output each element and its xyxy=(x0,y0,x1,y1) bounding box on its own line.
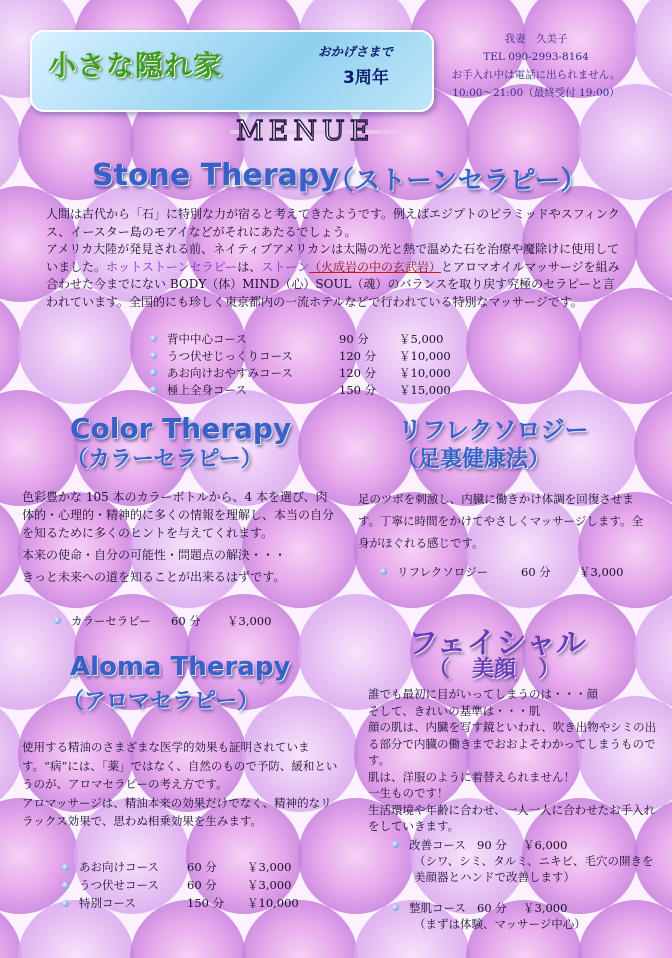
course-name: あお向けコース xyxy=(79,860,159,874)
aroma-heading-jp: （アロマセラピー） xyxy=(62,689,260,714)
course-time: 60 分 xyxy=(187,860,217,874)
list-item xyxy=(54,612,271,629)
course-note: （シワ、シミ、タルミ、ニキビ、毛穴の開きを美顔器とハンドで改善します） xyxy=(414,854,654,884)
bullet-icon xyxy=(392,841,399,848)
bullet-icon xyxy=(54,617,61,624)
stone-description xyxy=(46,206,626,311)
bullet-icon xyxy=(62,900,69,907)
course-price: ￥3,000 xyxy=(247,878,292,892)
color-description xyxy=(22,488,334,586)
bullet-icon xyxy=(150,352,157,359)
list-item xyxy=(62,876,299,894)
contact-info xyxy=(426,30,646,102)
list-item xyxy=(380,563,623,580)
course-name: うつ伏せコース xyxy=(79,878,159,892)
course-price: ￥10,000 xyxy=(399,348,451,363)
facial-heading-sub: （ 美顔 ） xyxy=(428,657,561,682)
bullet-icon xyxy=(392,904,399,911)
facial-line: 顔の肌は、内臓を写す鏡といわれ、吹き出物やシミの出る部分で内臓の働きまでおおよそわかってしまうものです。 xyxy=(368,720,657,767)
stone-term: ストーン xyxy=(261,259,309,274)
course-price: ￥3,000 xyxy=(227,613,272,628)
list-item xyxy=(62,894,299,912)
color-paragraph-3: きっと未来への道を知ることが出来るはずです。 xyxy=(22,570,286,584)
course-name: 改善コース xyxy=(409,837,466,852)
facial-line: 一生ものです！ xyxy=(368,786,449,800)
course-time: 120 分 xyxy=(339,348,377,363)
facial-line: そして、きれいの基準は・・・肌 xyxy=(368,703,541,718)
hot-stone-term: ホットストーンセラピー xyxy=(106,259,238,274)
course-price: ￥10,000 xyxy=(247,896,299,910)
course-price: ￥6,000 xyxy=(523,837,568,852)
course-time: 90 分 xyxy=(477,837,507,852)
list-item xyxy=(150,381,451,398)
reflex-heading-sub: （足裏健康法） xyxy=(396,447,551,472)
course-time: 60 分 xyxy=(187,878,217,892)
bullet-icon xyxy=(150,386,157,393)
facial-course-list xyxy=(392,836,664,932)
aroma-course-list xyxy=(62,858,299,912)
business-hours: 10:00～21:00（最終受付 19:00） xyxy=(452,87,620,99)
stone-paragraph-2-f: とアロマオイルマッサージを組み合わせた今までにない BODY（体）MIND（心）SOUL（魂）のバランスを取り戻す究極のセラピーと言われています。全国的にも珍しく東京都内の一流ホテルなどで行われている特別なマッサージです。 xyxy=(46,259,620,309)
color-paragraph-1: 色彩豊かな 105 本のカラーボトルから、4 本を選び、肉体的・心理的・精神的に多くの情報を理解し、本当の自分を知るために多くのヒントを与えてくれます。 xyxy=(22,490,335,540)
course-time: 90 分 xyxy=(339,331,369,346)
stone-paragraph-2 xyxy=(46,241,626,311)
facial-description xyxy=(368,686,660,835)
stone-paragraph-2-c: は、 xyxy=(237,259,262,274)
stone-paragraph-1: 人間は古代から「石」に特別な力が宿ると考えてきたようです。例えばエジプトのピラミッドやスフィンクス、イースター島のモアイなどがそれにあたるでしょう。 xyxy=(46,207,620,239)
color-heading-en: Color Therapy xyxy=(70,412,292,445)
course-name: うつ伏せじっくりコース xyxy=(167,348,293,363)
course-time: 150 分 xyxy=(187,896,225,910)
course-time: 120 分 xyxy=(339,365,377,380)
course-time: 60 分 xyxy=(477,900,507,915)
aroma-heading-en: Aloma Therapy xyxy=(70,652,291,682)
aroma-paragraph-1: 使用する精油のさまざまな医学的効果も証明されています。“病”には、「薬」ではなく、自然のもので予防、緩和というのが、アロマセラピーの考え方です。 xyxy=(22,740,338,791)
course-price: ￥3,000 xyxy=(579,564,624,579)
phone-note: お手入れ中は電話に出られません。 xyxy=(451,69,621,81)
color-heading-jp: （カラーセラピー） xyxy=(66,447,263,472)
facial-line: 生活環境や年齢に合わせ、一人一人に合わせたお手入れをしていきます。 xyxy=(368,802,656,833)
bullet-icon xyxy=(62,882,69,889)
bullet-icon xyxy=(150,369,157,376)
course-price: ￥10,000 xyxy=(399,365,451,380)
menu-title: MENUE xyxy=(236,116,375,147)
course-name: あお向けおやすみコース xyxy=(167,365,293,380)
owner-name: 我妻 久美子 xyxy=(504,33,568,45)
bullet-icon xyxy=(380,568,387,575)
course-note: （まずは体験、マッサージ中心） xyxy=(414,917,586,931)
course-name: 整肌コース xyxy=(409,900,466,915)
facial-line: 肌は、洋服のように着替えられません！ xyxy=(368,769,575,784)
color-paragraph-2: 本来の使命・自分の可能性・問題点の解決・・・ xyxy=(22,548,287,562)
course-time: 60 分 xyxy=(171,613,201,628)
shop-name: 小さな隠れ家 xyxy=(48,49,223,82)
list-item xyxy=(150,330,451,347)
course-name: 背中中心コース xyxy=(167,331,247,346)
banner-subtitle: おかげさまで xyxy=(318,44,394,59)
facial-line: 誰でも最初に目がいってしまうのは・・・顔 xyxy=(368,687,598,701)
course-price: ￥3,000 xyxy=(247,860,292,874)
stone-paragraph-2-a: アメリカ大陸が発見される前、ネイティブアメリカンは太陽の光と熱で温めた石を治療や魔除けに使用していました。 xyxy=(46,242,620,274)
reflex-course-list xyxy=(380,563,623,580)
course-name: 特別コース xyxy=(79,896,136,910)
course-name: リフレクソロジー xyxy=(397,564,489,579)
bullet-icon xyxy=(150,335,157,342)
course-name: 極上全身コース xyxy=(167,382,247,397)
list-item xyxy=(392,836,664,853)
basalt-term: （火成岩の中の玄武岩） xyxy=(308,259,441,274)
course-price: ￥5,000 xyxy=(399,331,444,346)
stone-heading-jp: （ストーンセラピー） xyxy=(328,166,587,196)
list-item xyxy=(392,899,664,916)
facial-heading: フェイシャル xyxy=(408,626,586,661)
course-time: 60 分 xyxy=(521,564,551,579)
reflex-heading: リフレクソロジー xyxy=(398,416,589,444)
phone-number: TEL 090-2993-8164 xyxy=(483,51,589,63)
course-name: カラーセラピー xyxy=(71,613,151,628)
list-item xyxy=(62,858,299,876)
stone-course-list xyxy=(150,330,451,398)
reflex-description: 足のツボを刺激し、内臓に働きかけ体調を回復させます。丁寧に時間をかけてやさしくマッサージします。全身がほぐれる感じです。 xyxy=(358,492,643,550)
anniversary-label: 3周年 xyxy=(343,68,389,88)
course-time: 150 分 xyxy=(339,382,377,397)
list-item xyxy=(150,347,451,364)
stone-heading-en: Stone Therapy xyxy=(92,158,339,193)
course-price: ￥15,000 xyxy=(399,382,451,397)
course-price: ￥3,000 xyxy=(523,900,568,915)
aroma-paragraph-2: アロマッサージは、精油本来の効果だけでなく、精神的なリラックス効果で、思わぬ相乗効果を生みます。 xyxy=(22,795,332,828)
aroma-description xyxy=(22,738,340,831)
color-course-list xyxy=(54,612,271,629)
bullet-icon xyxy=(62,864,69,871)
list-item xyxy=(150,364,451,381)
